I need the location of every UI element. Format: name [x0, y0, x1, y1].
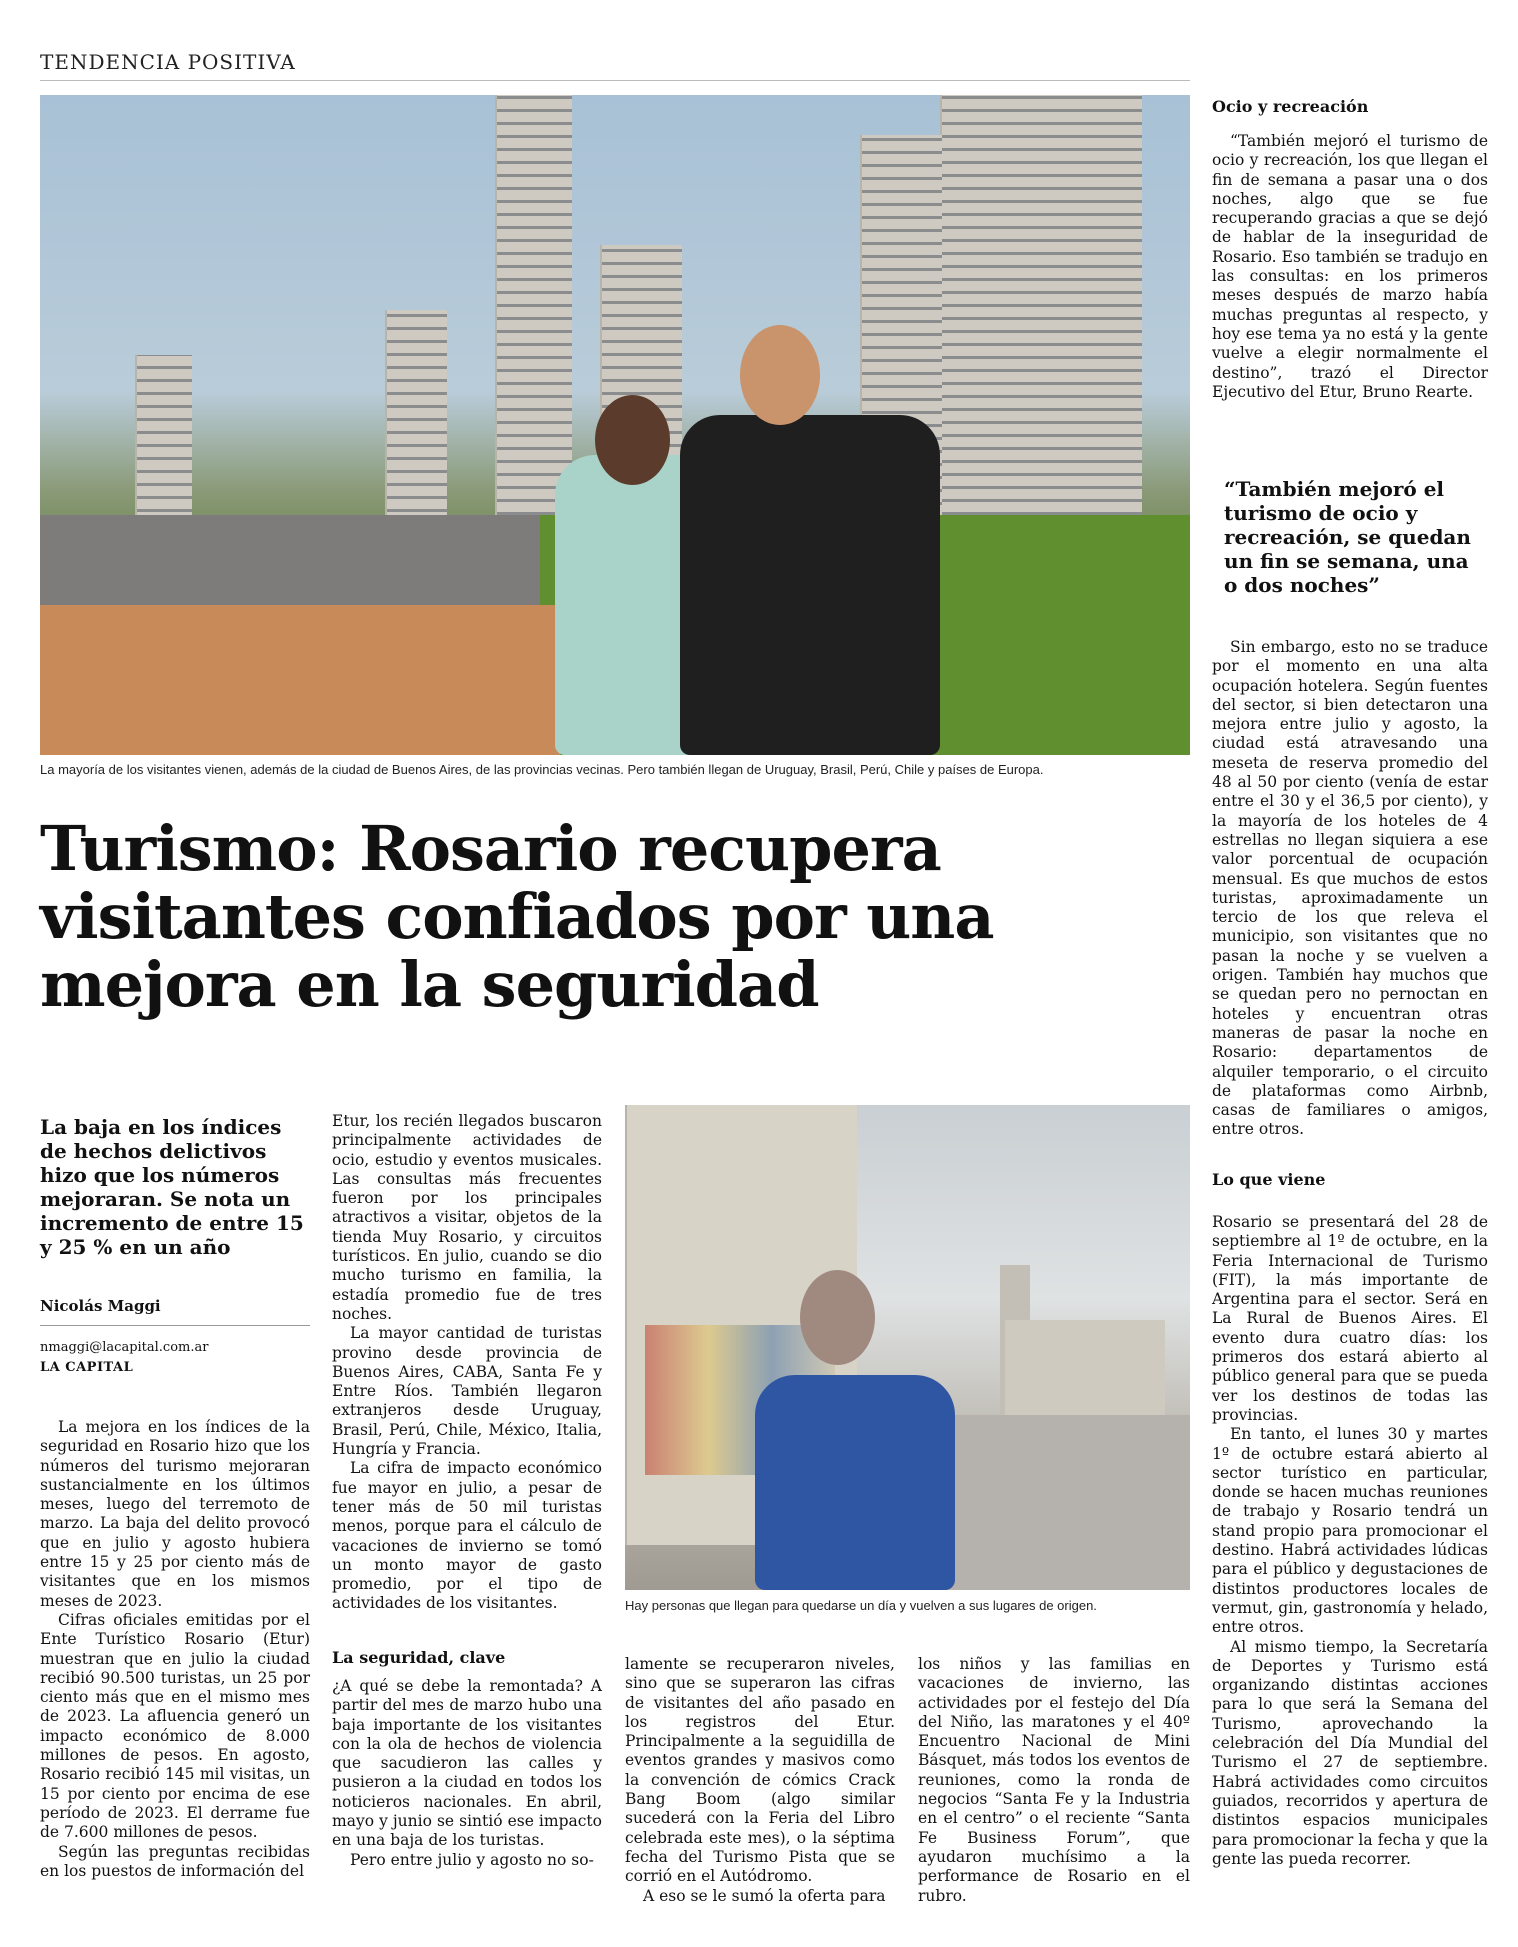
dek: La baja en los índices de hechos delictivos hizo que los números mejoraran. Se nota un incremento de entre 15 y 25 % en un año [40, 1115, 304, 1259]
paragraph: Cifras oficiales emitidas por el Ente Turístico Rosario (Etur) muestran que en julio la ciudad recibió 90.500 turistas, un 25 por ciento más que en el mismo mes de 2023. La afluencia generó un impacto económico de 8.000 millones de pesos. En agosto, Rosario recibió 145 mil visitas, un 15 por ciento por encima de ese período de 2023. El derrame fue de 7.600 millones de pesos. [40, 1610, 310, 1842]
paragraph: En tanto, el lunes 30 y martes 1º de octubre estará abierto al sector turístico en particular, donde se hacen muchas reuniones de trabajo y Rosario tendrá un stand propio para promocionar el destino. Habrá actividades lúdicas para el público y degustaciones de distintos productores locales de vermut, gin, gastronomía y helado, entre otros. [1212, 1425, 1488, 1637]
column-2b [332, 1677, 602, 1870]
paragraph: Sin embargo, esto no se traduce por el momento en una alta ocupación hotelera. Según fuentes del sector, si bien detectaron una mejora entre julio y agosto, la ciudad está atravesando una meseta de reserva promedio del 48 al 50 por ciento (venía de estar entre el 30 y el 36,5 por ciento), y la mayoría de los hoteles de 4 estrellas no llegan siquiera a ese valor porcentual de ocupación mensual. Es que muchos de estos turistas, aproximadamente un tercio de los que releva el municipio, son visitantes que no pasan la noche y se vuelven a origen. También hay muchos que se quedan pero no pernoctan en hoteles y encuentran otras maneras de pasar la noche en Rosario: departamentos de alquiler temporario, o el circuito de plataformas como Airbnb, casas de familiares o amigos, entre otros. [1212, 638, 1488, 1139]
selfie-photo [40, 95, 1190, 755]
paragraph: Al mismo tiempo, la Secretaría de Deportes y Turismo está organizando distintas acciones para lo que será la Semana del Turismo, aprovechando la celebración del Día Mundial del Turismo el 27 de septiembre. Habrá actividades como circuitos guiados, recorridos y apertura de distintos espacios municipales para promocionar la fecha y que la gente las pueda recorrer. [1212, 1637, 1488, 1868]
paragraph: La mayor cantidad de turistas provino desde provincia de Buenos Aires, CABA, Santa Fe y Entre Ríos. También llegaron extranjeros desde Uruguay, Brasil, Perú, Chile, México, Italia, Hungría y Francia. [332, 1324, 602, 1459]
monument-photo [625, 1105, 1190, 1590]
column-4 [918, 1655, 1190, 1906]
column-3 [625, 1655, 895, 1906]
paragraph: los niños y las familias en vacaciones de invierno, las actividades por el festejo del Día del Niño, las maratones y el 40º Encuentro Nacional de Mini Básquet, más todos los eventos de reuniones, como la ronda de negocios “Santa Fe y la Industria en el centro” o el reciente “Santa Fe Business Forum”, que ayudaron muchísimo a la performance de Rosario en el rubro. [918, 1655, 1190, 1905]
publication-name: LA CAPITAL [40, 1360, 134, 1375]
byline: Nicolás Maggi [40, 1297, 161, 1315]
column-5c [1212, 1213, 1488, 1869]
paragraph: Según las preguntas recibidas en los puestos de información del [40, 1842, 310, 1880]
subhead-viene: Lo que viene [1212, 1170, 1326, 1189]
paragraph: La mejora en los índices de la seguridad en Rosario hizo que los números del turismo mejoraran sustancialmente en los últimos meses, luego del terremoto de marzo. La baja del delito provocó que en julio y agosto hubiera entre 15 y 25 por ciento más de visitantes que en los mismos meses de 2023. [40, 1418, 310, 1610]
column-1 [40, 1418, 310, 1881]
photo2-caption: Hay personas que llegan para quedarse un día y vuelven a sus lugares de origen. [625, 1598, 1097, 1613]
subhead-ocio: Ocio y recreación [1212, 97, 1369, 116]
paragraph: Rosario se presentará del 28 de septiembre al 1º de octubre, en la Feria Internacional de Turismo (FIT), la más importante de Argentina para el sector. Será en La Rural de Buenos Aires. El evento dura cuatro días: los primeros dos estará abierto al público general para que se pueda ver los destinos de todas las provincias. [1212, 1213, 1488, 1424]
author-email[interactable]: nmaggi@lacapital.com.ar [40, 1340, 209, 1355]
section-rule [40, 80, 1190, 81]
column-5b [1212, 638, 1488, 1140]
paragraph: “También mejoró el turismo de ocio y recreación, los que llegan el fin de semana a pasar una o dos noches, algo que se fue recuperando gracias a que se dejó de hablar de la inseguridad de Rosario. Eso también se tradujo en las consultas: en los primeros meses después de marzo había muchas preguntas al respecto, y hoy ese tema ya no está y la gente vuelve a elegir normalmente el destino”, trazó el Director Ejecutivo del Etur, Bruno Rearte. [1212, 132, 1488, 401]
headline: Turismo: Rosario recupera visitantes confiados por una mejora en la seguridad [40, 812, 994, 1021]
paragraph: Etur, los recién llegados buscaron principalmente actividades de ocio, estudio y eventos musicales. Las consultas más frecuentes fueron por los principales atractivos a visitar, objetos de la tienda Muy Rosario, y circuitos turísticos. En julio, cuando se dio mucho turismo en familia, la estadía promedio fue de tres noches. [332, 1112, 602, 1323]
paragraph: A eso se le sumó la oferta para [643, 1886, 886, 1905]
pull-quote: “También mejoró el turismo de ocio y recreación, se quedan un fin se semana, una o dos noches” [1224, 477, 1471, 597]
section-tag: TENDENCIA POSITIVA [40, 50, 296, 74]
column-5a [1212, 132, 1488, 402]
subhead-seguridad: La seguridad, clave [332, 1648, 506, 1667]
byline-rule [40, 1325, 310, 1326]
photo1-caption: La mayoría de los visitantes vienen, además de la ciudad de Buenos Aires, de las provincias vecinas. Pero también llegan de Uruguay, Brasil, Perú, Chile y países de Europa. [40, 762, 1044, 777]
column-2 [332, 1112, 602, 1614]
paragraph: lamente se recuperaron niveles, sino que se superaron las cifras de visitantes del año pasado en los registros del Etur. Principalmente a la seguidilla de eventos grandes y masivos como la convención de cómics Crack Bang Boom (algo similar sucederá con la Feria del Libro celebrada este mes), o la séptima fecha del Turismo Pista que se corrió en el Autódromo. [625, 1655, 895, 1886]
paragraph: Pero entre julio y agosto no so- [350, 1850, 594, 1869]
paragraph: La cifra de impacto económico fue mayor en julio, a pesar de tener más de 50 mil turistas menos, porque para el cálculo de vacaciones de invierno se tomó un monto mayor de gasto promedio, por el tipo de actividades de los visitantes. [332, 1459, 602, 1613]
paragraph: ¿A qué se debe la remontada? A partir del mes de marzo hubo una baja importante de los visitantes con la ola de hechos de violencia que sacudieron las calles y pusieron a la ciudad en todos los noticieros nacionales. En abril, mayo y junio se sintió ese impacto en una baja de los turistas. [332, 1677, 602, 1850]
